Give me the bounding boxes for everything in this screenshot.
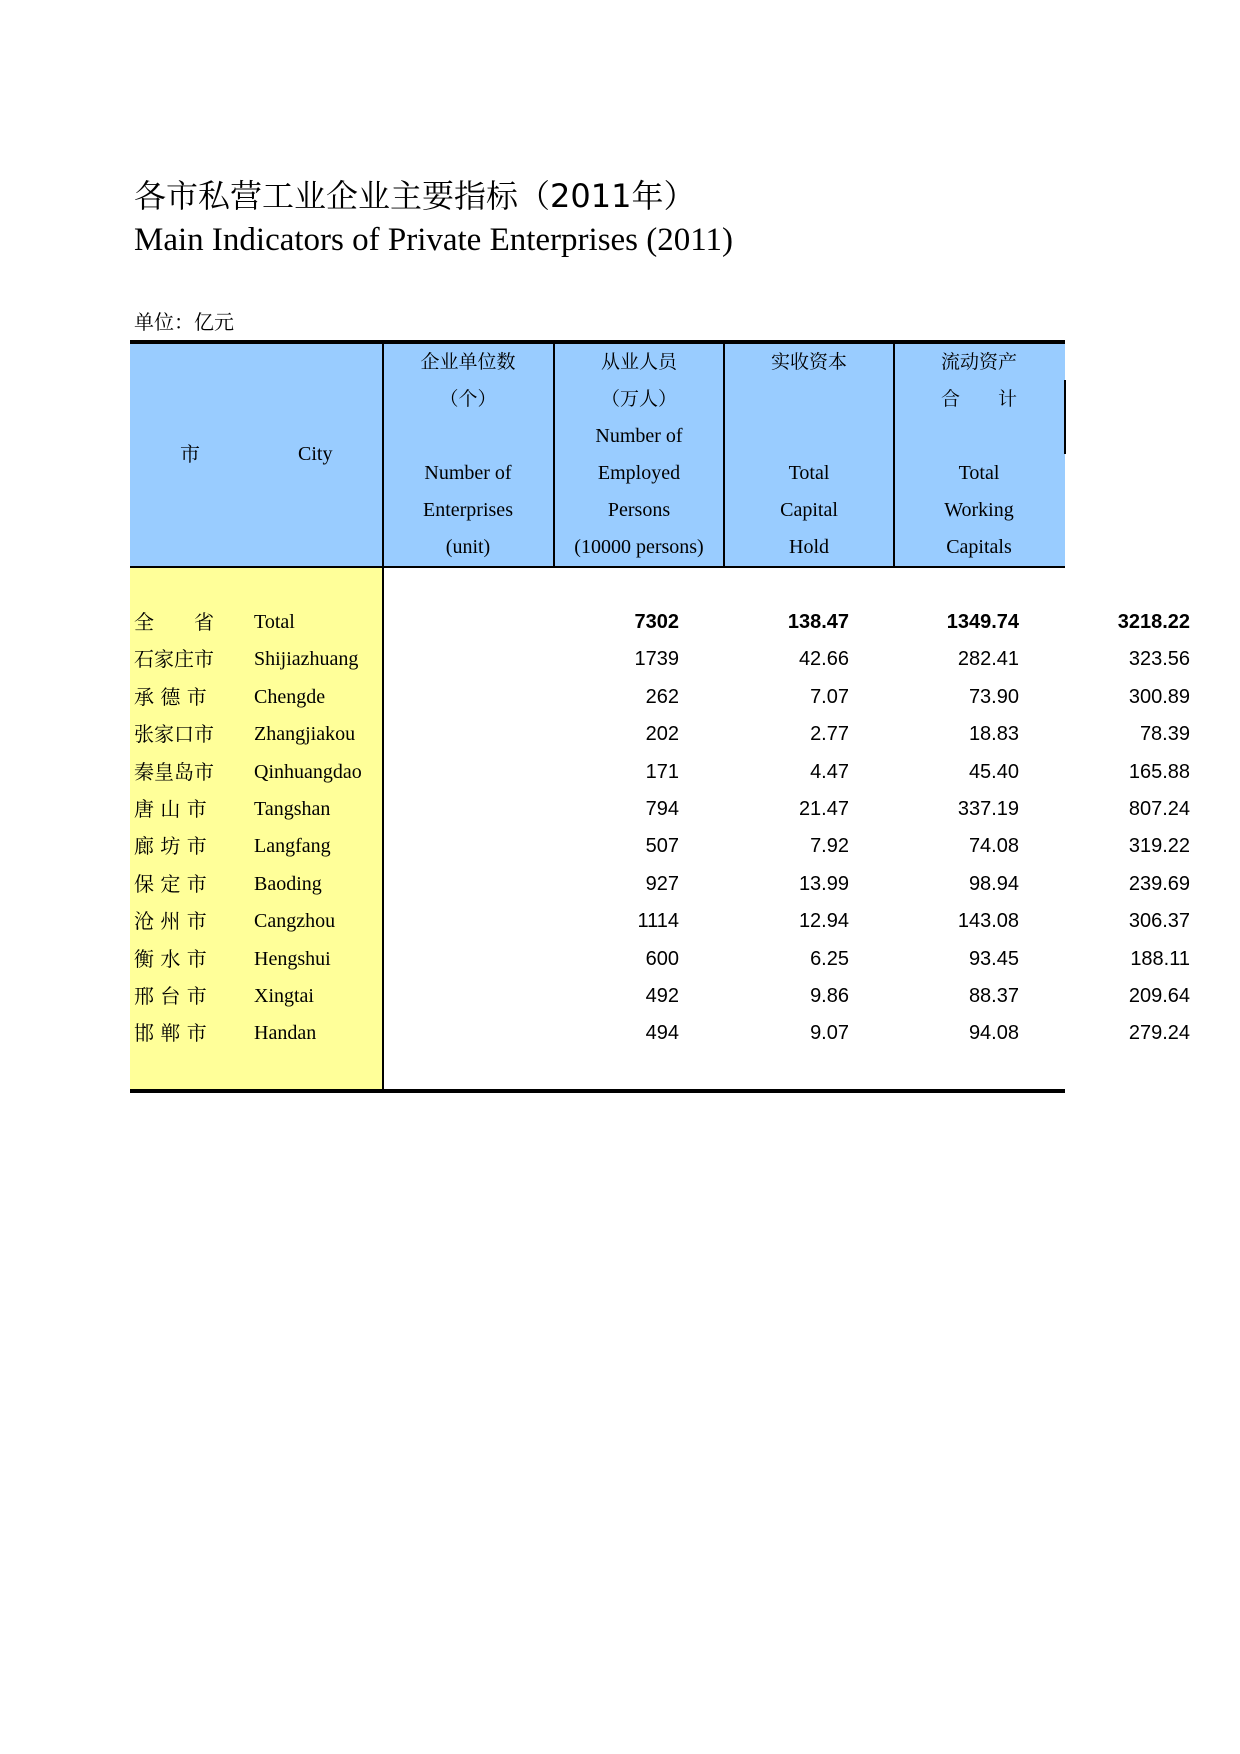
table-row <box>130 903 1190 940</box>
city-name-cn: 邯 郸 市 <box>134 1021 207 1046</box>
enterprises-value: 927 <box>645 872 679 895</box>
working-capitals-value: 319.22 <box>1128 835 1190 858</box>
header-line: Capital <box>780 499 838 521</box>
enterprises-value: 794 <box>645 798 679 820</box>
working-capitals-value: 300.89 <box>1128 685 1190 708</box>
city-name-en: Zhangjiakou <box>254 723 356 746</box>
header-line: Employed <box>597 462 681 484</box>
working-capitals-value: 239.69 <box>1128 872 1190 895</box>
employed-value: 6.25 <box>810 947 849 970</box>
working-capitals-value: 188.11 <box>1130 947 1190 970</box>
city-name-en: Shijiazhuang <box>254 648 359 671</box>
enterprises-value: 202 <box>645 723 679 746</box>
table-row <box>130 791 1190 828</box>
city-name-en: Tangshan <box>254 798 331 820</box>
header-city-cn: 市 <box>180 442 200 466</box>
enterprises-value: 494 <box>645 1022 679 1045</box>
employed-value: 13.99 <box>798 872 849 895</box>
capital-value: 1349.74 <box>946 611 1019 633</box>
header-col-enterprises <box>384 344 552 566</box>
header-line: 流动资产 <box>940 351 1017 373</box>
capital-value: 45.40 <box>968 760 1019 783</box>
header-line: (10000 persons) <box>574 536 704 558</box>
enterprises-value: 1739 <box>634 648 679 671</box>
city-name-en: Langfang <box>254 835 331 858</box>
header-line: Hold <box>789 536 829 558</box>
city-name-cn: 承 德 市 <box>134 684 207 709</box>
working-capitals-value: 165.88 <box>1128 760 1190 783</box>
city-name-en: Handan <box>254 1022 317 1045</box>
header-col-capital <box>725 344 893 566</box>
header-line: Total <box>788 462 830 484</box>
enterprises-value: 1114 <box>637 910 679 933</box>
employed-value: 7.07 <box>810 685 849 708</box>
city-name-cn: 唐 山 市 <box>134 797 207 821</box>
city-name-cn: 秦皇岛市 <box>134 759 214 784</box>
employed-value: 138.47 <box>787 611 849 633</box>
table-row <box>130 941 1190 978</box>
header-line: Number of <box>595 425 683 447</box>
employed-value: 21.47 <box>798 798 849 820</box>
working-capitals-value: 3218.22 <box>1117 611 1190 633</box>
header-line: 企业单位数 <box>420 351 516 373</box>
employed-value: 12.94 <box>798 910 849 933</box>
header-right-edge <box>1064 380 1066 454</box>
city-name-cn: 保 定 市 <box>134 871 207 896</box>
employed-value: 9.86 <box>810 985 849 1007</box>
enterprises-value: 492 <box>645 985 679 1007</box>
city-name-en: Hengshui <box>254 947 331 970</box>
capital-value: 73.90 <box>968 685 1019 708</box>
city-name-cn: 石家庄市 <box>134 647 214 672</box>
header-line: Working <box>944 499 1014 521</box>
header-line: 合 计 <box>940 388 1017 410</box>
working-capitals-value: 209.64 <box>1128 985 1190 1007</box>
table-row <box>130 604 1190 641</box>
capital-value: 98.94 <box>968 872 1019 895</box>
working-capitals-value: 279.24 <box>1128 1022 1190 1045</box>
page-title-cn: 各市私营工业企业主要指标（2011年） <box>134 177 696 215</box>
header-line: 实收资本 <box>770 351 847 373</box>
capital-value: 143.08 <box>957 910 1019 933</box>
working-capitals-value: 306.37 <box>1128 910 1190 933</box>
capital-value: 282.41 <box>957 648 1019 671</box>
capital-value: 88.37 <box>968 985 1019 1007</box>
employed-value: 42.66 <box>798 648 849 671</box>
header-line <box>725 381 893 418</box>
capital-value: 337.19 <box>957 798 1019 820</box>
table-row <box>130 1015 1190 1052</box>
working-capitals-value: 323.56 <box>1128 648 1190 671</box>
employed-value: 9.07 <box>810 1022 849 1045</box>
enterprises-value: 262 <box>645 685 679 708</box>
enterprises-value: 171 <box>645 760 679 783</box>
header-line: 从业人员 <box>600 351 677 373</box>
enterprises-value: 507 <box>645 835 679 858</box>
capital-value: 94.08 <box>968 1022 1019 1045</box>
city-name-cn: 张家口市 <box>134 722 214 747</box>
city-name-en: Cangzhou <box>254 910 336 933</box>
header-col-working-capitals <box>895 344 1063 566</box>
header-line: Capitals <box>946 536 1012 558</box>
city-name-en: Qinhuangdao <box>254 760 362 783</box>
employed-value: 7.92 <box>810 835 849 858</box>
table-row <box>130 641 1190 678</box>
city-name-en: Chengde <box>254 685 326 708</box>
table-bottom-rule <box>130 1089 1065 1093</box>
employed-value: 4.47 <box>810 760 849 783</box>
header-line: （个） <box>439 388 497 410</box>
unit-label: 单位：亿元 <box>134 310 234 334</box>
working-capitals-value: 807.24 <box>1128 798 1190 820</box>
header-line <box>725 418 893 455</box>
table-row <box>130 716 1190 753</box>
city-name-en: Total <box>254 611 295 633</box>
header-line: Number of <box>424 462 512 484</box>
page-title-en: Main Indicators of Private Enterprises (2011) <box>134 222 734 258</box>
capital-value: 93.45 <box>968 947 1019 970</box>
enterprises-value: 600 <box>645 947 679 970</box>
city-name-cn: 全 省 <box>134 610 214 634</box>
employed-value: 2.77 <box>810 723 849 746</box>
header-line: Total <box>958 462 1000 484</box>
header-line <box>384 418 552 455</box>
capital-value: 18.83 <box>968 723 1019 746</box>
capital-value: 74.08 <box>968 835 1019 858</box>
header-line: （万人） <box>600 388 677 410</box>
header-line: Persons <box>607 499 671 521</box>
city-name-cn: 廊 坊 市 <box>134 834 207 859</box>
table-row <box>130 866 1190 903</box>
table-row <box>130 679 1190 716</box>
header-line <box>895 418 1063 455</box>
enterprises-value: 7302 <box>634 611 679 633</box>
city-name-cn: 邢 台 市 <box>134 984 207 1008</box>
header-col-employed <box>555 344 723 566</box>
header-line: Enterprises <box>423 499 513 521</box>
city-name-cn: 沧 州 市 <box>134 909 207 934</box>
city-name-en: Baoding <box>254 872 322 895</box>
table-row <box>130 754 1190 791</box>
header-line: (unit) <box>445 536 491 558</box>
working-capitals-value: 78.39 <box>1139 723 1190 746</box>
table-row <box>130 828 1190 865</box>
header-city-en: City <box>298 443 333 465</box>
table-row <box>130 978 1190 1015</box>
city-name-en: Xingtai <box>254 985 314 1007</box>
city-name-cn: 衡 水 市 <box>134 946 207 971</box>
